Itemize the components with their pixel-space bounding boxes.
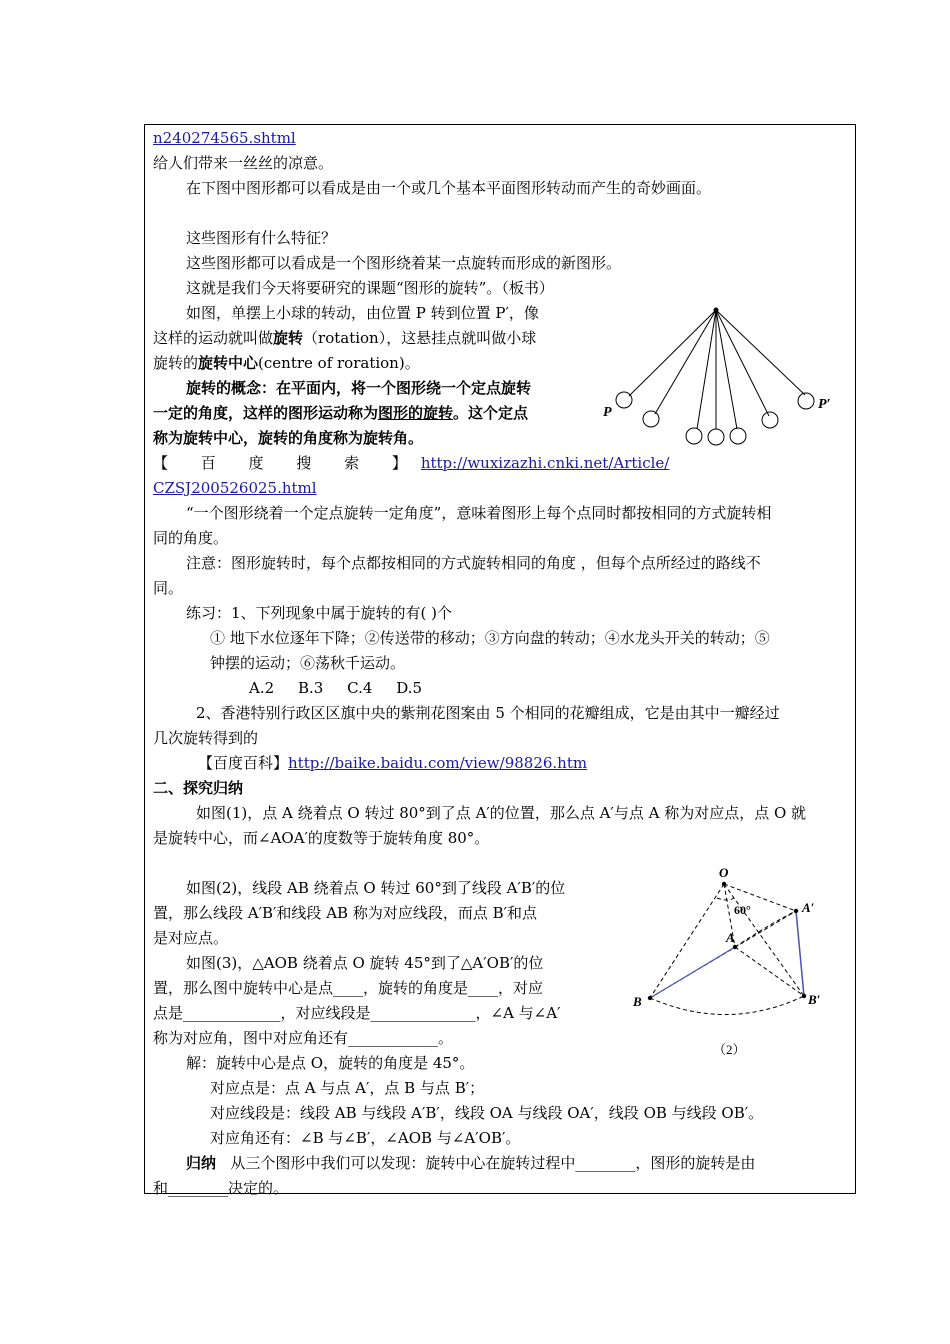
definition-line: 旋转的概念：在平面内，将一个图形绕一个定点旋转 [186,379,532,397]
text-line: 如图，单摆上小球的转动，由位置 P 转到位置 P′，像 [186,304,539,322]
angle-label: 60° [734,903,751,917]
search-ref-line: 【 百 度 搜 索 】 http://wuxizazhi.cnki.net/Article/ [153,451,583,475]
exercise-line: ① 地下水位逐年下降；②传送带的移动；③方向盘的转动；④水龙头开关的转动；⑤ [210,629,770,647]
rotation-figure [628,862,843,1062]
text-line: 置，那么线段 A′B′和线段 AB 称为对应线段，而点 B′和点 [153,904,538,922]
label-p-prime: P′ [818,397,831,412]
text-line: 置，那么图中旋转中心是点____，旋转的角度是____，对应 [153,979,544,997]
text-line: 是旋转中心，而∠AOA′的度数等于旋转角度 80°。 [153,829,490,847]
text-line: 这样的运动就叫做旋转（rotation），这悬挂点就叫做小球 [153,329,537,347]
text-line: 称为对应角，图中对应角还有____________。 [153,1029,454,1047]
label-o: O [719,865,729,880]
definition-line: 一定的角度，这样的图形运动称为图形的旋转。这个定点 [153,404,529,422]
label-b: B [633,994,642,1009]
cell-divider [855,815,856,861]
solution-line: 对应角还有：∠B 与∠B′，∠AOB 与∠A′OB′。 [210,1129,521,1147]
text-line: 如图(2)，线段 AB 绕着点 O 转过 60°到了线段 A′B′的位 [186,879,566,897]
text-line: 是对应点。 [153,929,229,947]
cell-divider [855,452,856,488]
text-line: 如图(1)，点 A 绕着点 O 转过 80°到了点 A′的位置，那么点 A′与点 A 称为对应点，点 O 就 [196,804,807,822]
text-line: 在下图中图形都可以看成是由一个或几个基本平面图形转动而产生的奇妙画面。 [186,179,712,197]
definition-line: 称为旋转中心，旋转的角度称为旋转角。 [153,429,424,447]
label-p: P [603,405,612,420]
label-a: A [726,930,735,945]
text-line: 如图(3)，△AOB 绕着点 O 旋转 45°到了△A′OB′的位 [186,954,544,972]
text-line: 点是_____________，对应线段是______________，∠A 与∠A′ [153,1004,561,1022]
text-line: “一个图形绕着一个定点旋转一定角度”，意味着图形上每个点同时都按相同的方式旋转相 [186,504,772,522]
text-line: 同的角度。 [153,529,229,547]
pendulum-figure [598,298,838,452]
exercise-line: 2、香港特别行政区区旗中央的紫荆花图案由 5 个相同的花瓣组成，它是由其中一瓣经过 [196,704,780,722]
solution-line: 解：旋转中心是点 O，旋转的角度是 45°。 [186,1054,475,1072]
exercise-line: 钟摆的运动；⑥荡秋千运动。 [210,654,406,672]
note-line: 注意：图形旋转时，每个点都按相同的方式旋转相同的角度 ，但每个点所经过的路线不 [186,554,761,572]
exercise-line: 几次旋转得到的 [153,729,259,747]
solution-line: 对应线段是：线段 AB 与线段 A′B′，线段 OA 与线段 OA′，线段 OB 与线段 OB′。 [210,1104,764,1122]
figure-caption: （2） [713,1042,746,1057]
text-line: 旋转的旋转中心(centre of roration)。 [153,354,420,372]
text-line: 这些图形都可以看成是一个图形绕着某一点旋转而形成的新图形。 [186,254,622,272]
text-line: 给人们带来一丝丝的凉意。 [153,154,334,172]
section-heading: 二、探究归纳 [153,779,244,797]
cnki-link[interactable]: http://wuxizazhi.cnki.net/Article/ [420,454,670,472]
exercise-line: 练习：1、下列现象中属于旋转的有( )个 [186,604,453,622]
baike-ref-line: 【百度百科】http://baike.baidu.com/view/98826.htm [198,754,588,772]
question-line: 这些图形有什么特征？ [186,229,337,247]
cnki-link-continued[interactable]: CZSJ200526025.html [153,479,317,497]
label-b-prime: B′ [808,992,821,1007]
summary-line: 归纳 从三个图形中我们可以发现：旋转中心在旋转过程中________，图形的旋转是由 [186,1154,756,1172]
label-a-prime: A′ [802,900,815,915]
solution-line: 对应点是：点 A 与点 A′，点 B 与点 B′； [210,1079,485,1097]
baike-link[interactable]: http://baike.baidu.com/view/98826.htm [288,754,588,772]
note-line: 同。 [153,579,184,597]
source-link[interactable]: n240274565.shtml [153,129,296,147]
summary-line: 和________决定的。 [153,1179,289,1197]
exercise-options: A.2 B.3 C.4 D.5 [249,679,423,697]
topic-line: 这就是我们今天将要研究的课题“图形的旋转”。（板书） [186,279,554,297]
